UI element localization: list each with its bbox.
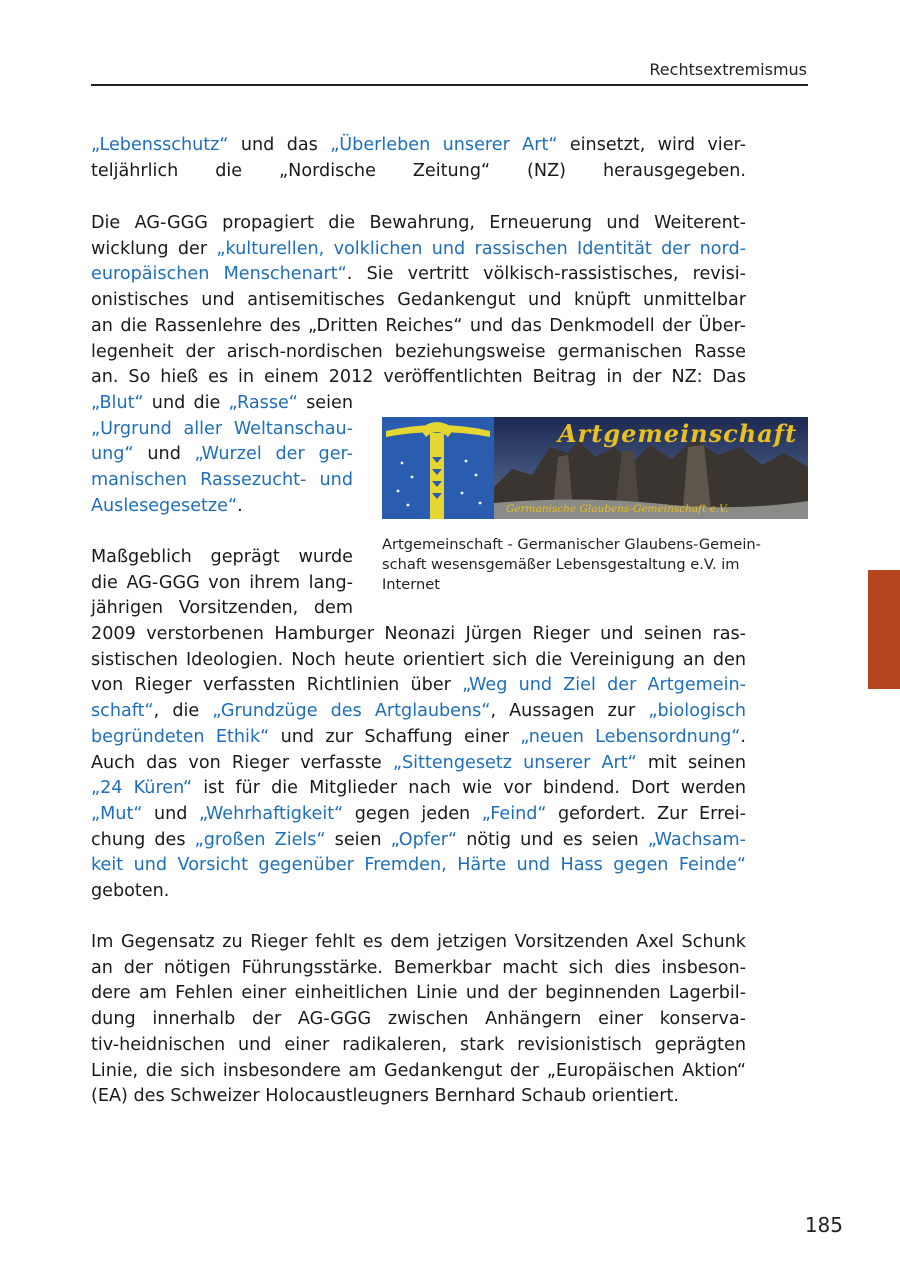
text-line — [91, 648, 746, 674]
paragraph-2 — [91, 211, 746, 391]
page-number: 185 — [804, 1213, 843, 1237]
text-line — [91, 494, 353, 520]
quoted-phrase: keit und Vorsicht gegenüber Fremden, Härte und Hass gegen Feinde“ — [91, 855, 746, 876]
text-line — [91, 159, 746, 185]
quoted-phrase: „Wachsam- — [647, 829, 746, 850]
text-line — [91, 262, 746, 288]
text-run: Im Gegensatz zu Rieger fehlt es dem jetzigen Vorsitzenden Axel Schunk — [91, 932, 746, 952]
text-run: legenheit der arisch-nordischen beziehungsweise germanischen Rasse — [91, 341, 746, 362]
text-run: (EA) des Schweizer Holocaustleugners Bernhard Schaub orientiert. — [91, 1086, 679, 1107]
quoted-phrase: „biologisch — [648, 701, 747, 722]
paragraph-1 — [91, 133, 746, 184]
text-run: mit seinen — [636, 752, 746, 773]
text-line — [91, 673, 746, 699]
text-run: , die — [153, 701, 213, 722]
text-run: seien — [297, 393, 353, 413]
paragraph-4 — [91, 545, 353, 622]
text-run: an die Rassenlehre des „Dritten Reiches“ und das Denkmodell der Über- — [91, 315, 746, 336]
paragraph-5 — [91, 622, 746, 905]
text-run: dere am Fehlen einer einheitlichen Linie und der beginnenden Lagerbil- — [91, 983, 746, 1004]
text-line — [91, 545, 353, 571]
quoted-phrase: „Weg und Ziel der Artgemein- — [462, 675, 747, 696]
text-run: , Aussagen zur — [490, 701, 649, 722]
text-line — [91, 442, 353, 468]
text-run: ist für die Mitglieder nach wie vor bindend. Dort werden — [192, 778, 747, 799]
running-header-title: Rechtsextremismus — [649, 60, 807, 79]
text-run: jährigen Vorsitzenden, dem — [91, 598, 353, 619]
text-run: von Rieger verfassten Richtlinien über — [91, 675, 463, 696]
header-rule — [91, 84, 808, 86]
text-run: und — [133, 444, 195, 465]
quoted-phrase: begründeten Ethik“ — [91, 726, 270, 747]
quoted-phrase: „großen Ziels“ — [194, 829, 326, 850]
text-run: sistischen Ideologien. Noch heute orientiert sich die Vereinigung an den — [91, 649, 746, 670]
text-run: gefordert. Zur Errei- — [546, 803, 746, 824]
quoted-phrase: „Sittengesetz unserer Art“ — [392, 752, 637, 773]
banner-title: Artgemeinschaft — [558, 419, 798, 448]
quoted-phrase: „Wurzel der ger- — [194, 444, 353, 465]
text-run: Die AG-GGG propagiert die Bewahrung, Erneuerung und Weiterent- — [91, 213, 746, 233]
paragraph-6 — [91, 930, 746, 1110]
text-run: onistisches und antisemitisches Gedankengut und knüpft unmittelbar — [91, 290, 746, 311]
text-run: wicklung der — [91, 238, 217, 259]
text-line — [91, 622, 746, 648]
figure-caption — [382, 535, 812, 595]
quoted-phrase: „Feind“ — [481, 803, 547, 824]
quoted-phrase: „Mut“ — [91, 803, 143, 824]
text-line — [91, 391, 353, 417]
text-run: an. So hieß es in einem 2012 veröffentlichten Beitrag in der NZ: Das — [91, 367, 746, 388]
text-run: Auch das von Rieger verfasste — [91, 752, 393, 773]
text-run: . — [237, 495, 243, 516]
text-line — [91, 571, 353, 597]
text-line — [91, 314, 746, 340]
text-run: die AG-GGG von ihrem lang- — [91, 572, 353, 593]
quoted-phrase: Auslesegesetze“ — [91, 495, 238, 516]
text-run: geboten. — [91, 881, 170, 902]
text-line — [91, 802, 746, 828]
text-line — [91, 417, 353, 443]
text-run: und — [142, 803, 199, 824]
text-run: und die — [143, 393, 229, 413]
text-run: . — [740, 726, 746, 747]
text-run: einsetzt, wird vier- — [557, 135, 746, 155]
quoted-phrase: „Grundzüge des Artglaubens“ — [212, 701, 491, 722]
caption-line: schaft wesensgemäßer Lebensgestaltung e.V. im — [382, 556, 740, 573]
text-line — [91, 1007, 746, 1033]
text-run: gegen jeden — [343, 803, 482, 824]
text-line — [91, 468, 353, 494]
artgemeinschaft-banner-image — [382, 417, 808, 519]
text-line — [91, 133, 746, 159]
quoted-phrase: „Überleben unserer Art“ — [330, 135, 558, 155]
quoted-phrase: schaft“ — [91, 701, 154, 722]
text-line — [91, 1084, 746, 1110]
text-line — [91, 365, 746, 391]
text-line — [91, 1033, 746, 1059]
text-line — [91, 596, 353, 622]
quoted-phrase: ung“ — [91, 444, 134, 465]
text-line — [91, 853, 746, 879]
text-line — [91, 879, 746, 905]
quoted-phrase: „kulturellen, volklichen und rassischen Identität der nord- — [216, 238, 746, 259]
text-line — [91, 956, 746, 982]
text-line — [91, 340, 746, 366]
quoted-phrase: „Blut“ — [91, 393, 144, 413]
text-run: . Sie vertritt völkisch-rassistisches, revisi- — [346, 264, 746, 285]
quoted-phrase: „24 Küren“ — [91, 778, 193, 799]
text-line — [91, 776, 746, 802]
caption-line: Artgemeinschaft - Germanischer Glaubens-Gemein- — [382, 536, 761, 553]
quoted-phrase: manischen Rassezucht- und — [91, 470, 353, 491]
blue-flag-with-emblem — [382, 417, 494, 519]
text-line — [91, 211, 746, 237]
text-line — [91, 237, 746, 263]
text-run: und das — [228, 135, 331, 155]
banner-subtitle: Germanische Glaubens-Gemeinschaft e.V. — [506, 503, 729, 515]
text-run: Linie, die sich insbesondere am Gedankengut der „Europäischen Aktion“ — [91, 1060, 746, 1081]
text-line — [91, 930, 746, 956]
text-run: tiv-heidnischen und einer radikaleren, stark revisionistisch geprägten — [91, 1034, 746, 1055]
quoted-phrase: europäischen Menschenart“ — [91, 264, 347, 285]
text-line — [91, 725, 746, 751]
text-run: chung des — [91, 829, 195, 850]
text-line — [91, 828, 746, 854]
text-run: Maßgeblich geprägt wurde — [91, 547, 353, 567]
quoted-phrase: „Opfer“ — [390, 829, 458, 850]
text-line — [91, 288, 746, 314]
text-line — [91, 751, 746, 777]
text-run: dung innerhalb der AG-GGG zwischen Anhängern einer konserva- — [91, 1009, 746, 1030]
text-line — [91, 981, 746, 1007]
text-run: nötig und es seien — [457, 829, 648, 850]
text-run: teljährlich die „Nordische Zeitung“ (NZ) herausgegeben. — [91, 160, 746, 181]
text-run: an der nötigen Führungsstärke. Bemerkbar macht sich dies insbeson- — [91, 957, 746, 978]
quoted-phrase: „neuen Lebensordnung“ — [520, 726, 741, 747]
quoted-phrase: „Urgrund aller Weltanschau- — [91, 418, 353, 439]
text-line — [91, 699, 746, 725]
paragraph-3 — [91, 391, 353, 520]
text-run: 2009 verstorbenen Hamburger Neonazi Jürgen Rieger und seinen ras- — [91, 624, 746, 644]
text-line — [91, 1059, 746, 1085]
text-run: seien — [325, 829, 391, 850]
quoted-phrase: „Lebensschutz“ — [91, 135, 229, 155]
text-run: und zur Schaffung einer — [269, 726, 521, 747]
quoted-phrase: „Wehrhaftigkeit“ — [198, 803, 344, 824]
quoted-phrase: „Rasse“ — [228, 393, 298, 413]
chapter-side-tab — [868, 570, 900, 689]
caption-line: Internet — [382, 576, 440, 593]
